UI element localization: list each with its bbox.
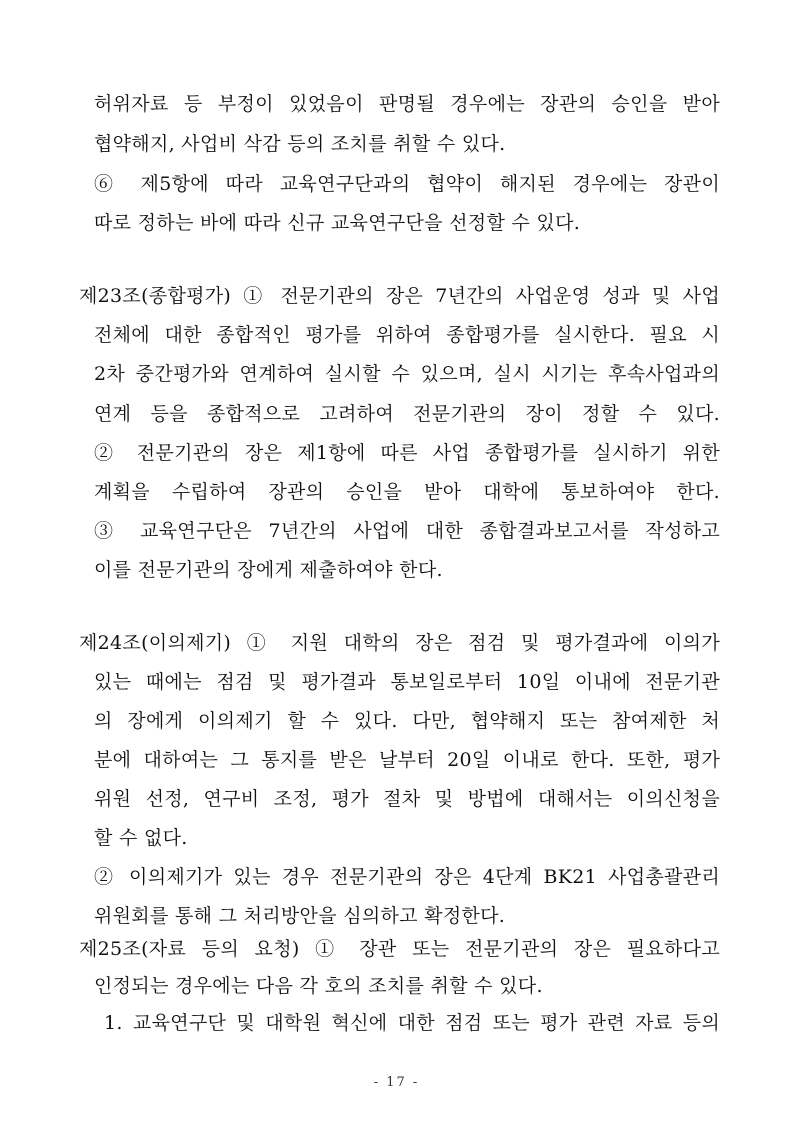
page-number: - 17 - (373, 1075, 420, 1090)
text-line: 위원 선정, 연구비 조정, 평가 절차 및 방법에 대해서는 이의신청을 (94, 788, 720, 810)
article-heading-25: 제25조(자료 등의 요청) ① 장관 또는 전문기관의 장은 필요하다고 (79, 938, 720, 960)
text-line: 인정되는 경우에는 다음 각 호의 조치를 취할 수 있다. (94, 975, 543, 997)
text-line: 2차 중간평가와 연계하여 실시할 수 있으며, 실시 시기는 후속사업과의 (94, 363, 720, 385)
text-line: 전체에 대한 종합적인 평가를 위하여 종합평가를 실시한다. 필요 시 (94, 324, 720, 346)
text-line: 따로 정하는 바에 따라 신규 교육연구단을 선정할 수 있다. (94, 212, 581, 234)
text-line: 할 수 없다. (94, 827, 188, 849)
text-line: 의 장에게 이의제기 할 수 있다. 다만, 협약해지 또는 참여제한 처 (94, 710, 720, 732)
text-line: ⑥ 제5항에 따라 교육연구단과의 협약이 해지된 경우에는 장관이 (94, 173, 720, 195)
text-line: 있는 때에는 점검 및 평가결과 통보일로부터 10일 이내에 전문기관 (94, 671, 720, 693)
text-line: 이를 전문기관의 장에게 제출하여야 한다. (94, 559, 443, 581)
text-line: ② 이의제기가 있는 경우 전문기관의 장은 4단계 BK21 사업총괄관리 (94, 866, 720, 888)
article-heading-23: 제23조(종합평가) ① 전문기관의 장은 7년간의 사업운영 성과 및 사업 (79, 285, 720, 307)
text-line: ③ 교육연구단은 7년간의 사업에 대한 종합결과보고서를 작성하고 (94, 520, 720, 542)
text-line: ② 전문기관의 장은 제1항에 따른 사업 종합평가를 실시하기 위한 (94, 442, 720, 464)
text-line: 허위자료 등 부정이 있었음이 판명될 경우에는 장관의 승인을 받아 (94, 93, 720, 115)
text-line: 협약해지, 사업비 삭감 등의 조치를 취할 수 있다. (94, 133, 506, 155)
article-heading-24: 제24조(이의제기) ① 지원 대학의 장은 점검 및 평가결과에 이의가 (79, 632, 720, 654)
text-line: 연계 등을 종합적으로 고려하여 전문기관의 장이 정할 수 있다. (94, 403, 720, 425)
list-item: 1. 교육연구단 및 대학원 혁신에 대한 점검 또는 평가 관련 자료 등의 (104, 1012, 720, 1034)
text-line: 계획을 수립하여 장관의 승인을 받아 대학에 통보하여야 한다. (94, 481, 720, 503)
text-line: 위원회를 통해 그 처리방안을 심의하고 확정한다. (94, 905, 506, 927)
text-line: 분에 대하여는 그 통지를 받은 날부터 20일 이내로 한다. 또한, 평가 (94, 749, 720, 771)
